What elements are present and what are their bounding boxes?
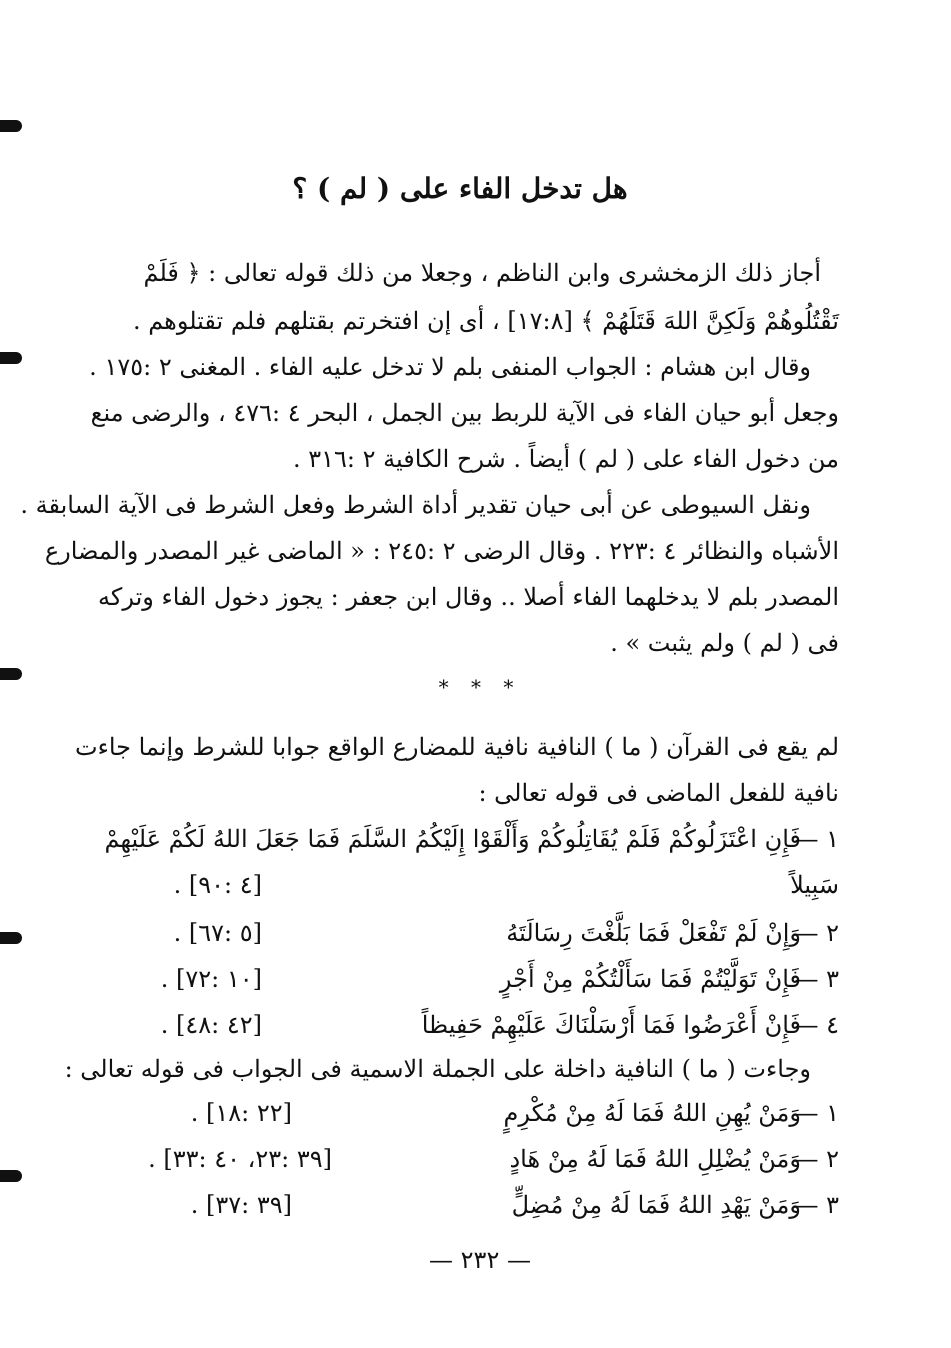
verse-number: ٢ —	[794, 919, 839, 947]
scan-edge-mark	[0, 1170, 22, 1182]
paragraph-line: تَقْتُلُوهُمْ وَلَكِنَّ اللهَ قَتَلَهُمْ ﴾ [١٧:٨] ، أى إن افتخرتم بقتلهم فلم تقتلوهم .	[132, 307, 839, 335]
paragraph-line: وجاءت ( ما ) النافية داخلة على الجملة الاسمية فى الجواب فى قوله تعالى :	[64, 1055, 811, 1083]
page-title: هل تدخل الفاء على ( لم ) ؟	[292, 172, 628, 205]
section-separator: * * *	[438, 675, 522, 699]
verse-text: سَبِيلاً	[790, 871, 839, 899]
scan-edge-mark	[0, 352, 22, 364]
scan-edge-mark	[0, 932, 22, 944]
verse-number: ١ —	[794, 1099, 839, 1127]
verse-text: وَمَنْ يُضْلِلِ اللهُ فَمَا لَهُ مِنْ هَادٍ	[509, 1145, 801, 1173]
verse-citation: [١٠ :٧٢] .	[160, 965, 262, 993]
paragraph-line: نافية للفعل الماضى فى قوله تعالى :	[478, 779, 839, 807]
verse-number: ٣ —	[794, 1191, 839, 1219]
page-number: — ٢٣٢ —	[429, 1246, 531, 1274]
verse-text: وَمَنْ يَهْدِ اللهُ فَمَا لَهُ مِنْ مُضِلٍّ	[511, 1191, 801, 1219]
scan-edge-mark	[0, 668, 22, 680]
verse-number: ٢ —	[794, 1145, 839, 1173]
verse-number: ١ —	[794, 825, 839, 853]
verse-citation: [٥ :٦٧] .	[173, 919, 262, 947]
verse-text: فَإِنِ اعْتَزَلُوكُمْ فَلَمْ يُقَاتِلُوكُمْ وَأَلْقَوْا إِلَيْكُمُ السَّلَمَ فَمَا جَعَلَ اللهُ لَكُمْ عَلَيْهِمْ	[104, 825, 801, 853]
verse-citation: [٣٩ :٣٧] .	[190, 1191, 292, 1219]
paragraph-line: الأشباه والنظائر ٤ :٢٢٣ . وقال الرضى ٢ :٢٤٥ : « الماضى غير المصدر والمضارع	[44, 537, 839, 565]
scan-edge-mark	[0, 120, 22, 132]
verse-citation: [٣٩ :٢٣، ٤٠ :٣٣] .	[148, 1145, 332, 1173]
verse-text: وَمَنْ يُهِنِ اللهُ فَمَا لَهُ مِنْ مُكْرِمٍ	[503, 1099, 801, 1127]
verse-number: ٣ —	[794, 965, 839, 993]
verse-citation: [٤٢ :٤٨] .	[160, 1011, 262, 1039]
verse-citation: [٤ :٩٠] .	[173, 871, 262, 899]
verse-citation: [٢٢ :١٨] .	[190, 1099, 292, 1127]
verse-number: ٤ —	[794, 1011, 839, 1039]
verse-text: وَإِنْ لَمْ تَفْعَلْ فَمَا بَلَّغْتَ رِسَالَتَهُ	[506, 919, 801, 947]
paragraph-line: وقال ابن هشام : الجواب المنفى بلم لا تدخل عليه الفاء . المغنى ٢ :١٧٥ .	[89, 353, 811, 381]
paragraph-line: فى ( لم ) ولم يثبت » .	[610, 629, 839, 657]
paragraph-line: لم يقع فى القرآن ( ما ) النافية نافية للمضارع الواقع جوابا للشرط وإنما جاءت	[74, 733, 839, 761]
paragraph-line: ونقل السيوطى عن أبى حيان تقدير أداة الشرط وفعل الشرط فى الآية السابقة .	[20, 491, 811, 519]
verse-text: فَإِنْ أَعْرَضُوا فَمَا أَرْسَلْنَاكَ عَلَيْهِمْ حَفِيظاً	[421, 1011, 801, 1039]
paragraph-line: أجاز ذلك الزمخشرى وابن الناظم ، وجعلا من ذلك قوله تعالى : ﴿ فَلَمْ	[143, 259, 821, 287]
paragraph-line: المصدر بلم لا يدخلهما الفاء أصلا .. وقال ابن جعفر : يجوز دخول الفاء وتركه	[98, 583, 839, 611]
paragraph-line: وجعل أبو حيان الفاء فى الآية للربط بين الجمل ، البحر ٤ :٤٧٦ ، والرضى منع	[90, 399, 839, 427]
verse-text: فَإِنْ تَوَلَّيْتُمْ فَمَا سَأَلْتُكُمْ مِنْ أَجْرٍ	[499, 965, 801, 993]
paragraph-line: من دخول الفاء على ( لم ) أيضاً . شرح الكافية ٢ :٣١٦ .	[292, 445, 839, 473]
